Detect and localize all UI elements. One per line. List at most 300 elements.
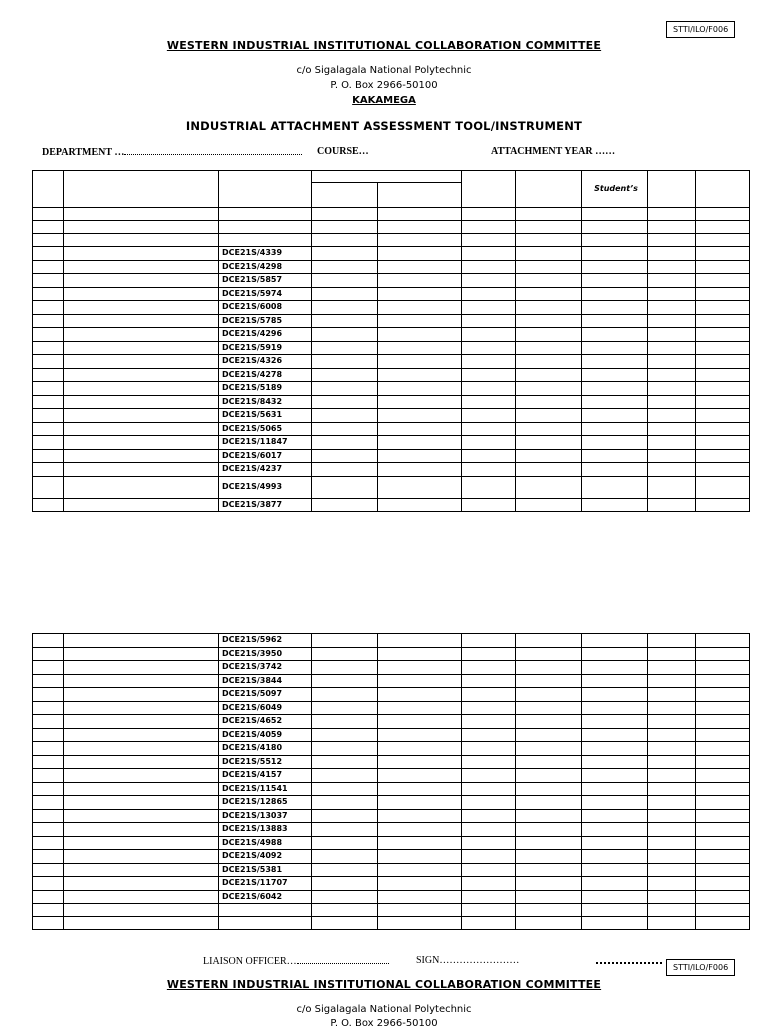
table-cell [648, 395, 696, 409]
table-cell [64, 287, 219, 301]
table-cell [696, 395, 750, 409]
table-row [33, 823, 750, 837]
table-row [33, 301, 750, 315]
table-cell [582, 260, 648, 274]
table-cell [33, 742, 64, 756]
table-cell [696, 314, 750, 328]
table-cell [462, 647, 516, 661]
table-cell [33, 301, 64, 315]
table-cell [462, 287, 516, 301]
table-cell [648, 463, 696, 477]
table-cell [33, 796, 64, 810]
registration-number-cell: DCE21S/4180 [219, 742, 312, 756]
table-cell [696, 755, 750, 769]
table-cell [378, 782, 462, 796]
table-cell [64, 836, 219, 850]
table-cell [33, 823, 64, 837]
table-cell [64, 395, 219, 409]
table-cell [582, 287, 648, 301]
registration-number-cell: DCE21S/3950 [219, 647, 312, 661]
table-cell [378, 341, 462, 355]
table-cell [582, 355, 648, 369]
table-cell [696, 274, 750, 288]
table-cell [648, 634, 696, 648]
table-row [33, 221, 750, 234]
table-cell [64, 208, 219, 221]
table-row [33, 850, 750, 864]
table-cell [516, 877, 582, 891]
table-cell [64, 234, 219, 247]
table-cell [312, 208, 378, 221]
header-cell [33, 171, 64, 208]
table-cell [312, 850, 378, 864]
table-cell [33, 260, 64, 274]
table-row [33, 498, 750, 512]
registration-number-cell: DCE21S/12865 [219, 796, 312, 810]
table-cell [582, 436, 648, 450]
table-cell [516, 463, 582, 477]
table-cell [33, 498, 64, 512]
table-cell [516, 823, 582, 837]
footer-address-line-1: c/o Sigalagala National Polytechnic [296, 1004, 472, 1015]
registration-number-cell: DCE21S/11707 [219, 877, 312, 891]
table-cell [312, 647, 378, 661]
registration-number-cell: DCE21S/4157 [219, 769, 312, 783]
table-row [33, 341, 750, 355]
table-cell [64, 728, 219, 742]
table-cell [378, 247, 462, 261]
table-cell [582, 476, 648, 498]
table-cell [33, 463, 64, 477]
registration-number-cell: DCE21S/5189 [219, 382, 312, 396]
registration-number-cell: DCE21S/3844 [219, 674, 312, 688]
table-cell [33, 409, 64, 423]
table-cell [33, 863, 64, 877]
table-cell [582, 755, 648, 769]
table-cell [33, 674, 64, 688]
table-header-row [33, 171, 750, 183]
table-cell [462, 422, 516, 436]
table-cell [64, 274, 219, 288]
table-cell [462, 809, 516, 823]
table-row [33, 836, 750, 850]
table-cell [516, 328, 582, 342]
table-cell [378, 476, 462, 498]
registration-number-cell: DCE21S/4237 [219, 463, 312, 477]
table-cell [462, 755, 516, 769]
registration-number-cell: DCE21S/4993 [219, 476, 312, 498]
table-cell [582, 917, 648, 930]
table-cell [648, 769, 696, 783]
table-cell [648, 314, 696, 328]
registration-number-cell: DCE21S/5919 [219, 341, 312, 355]
table-cell [648, 890, 696, 904]
table-cell [648, 260, 696, 274]
table-cell [648, 234, 696, 247]
table-cell [516, 755, 582, 769]
table-cell [312, 449, 378, 463]
table-cell [516, 688, 582, 702]
table-cell [378, 836, 462, 850]
table-cell [64, 715, 219, 729]
table-cell [648, 661, 696, 675]
table-row [33, 355, 750, 369]
registration-number-cell: DCE21S/13883 [219, 823, 312, 837]
table-row [33, 260, 750, 274]
table-cell [64, 301, 219, 315]
table-cell [33, 890, 64, 904]
table-row [33, 287, 750, 301]
table-cell [378, 769, 462, 783]
header-cell [378, 183, 462, 208]
table-cell [648, 701, 696, 715]
table-cell [696, 341, 750, 355]
table-cell [696, 701, 750, 715]
table-cell [378, 850, 462, 864]
table-cell [462, 836, 516, 850]
table-row [33, 395, 750, 409]
attachment-year-label: ATTACHMENT YEAR …… [491, 146, 616, 157]
table-cell [312, 728, 378, 742]
table-cell [64, 382, 219, 396]
table-cell [64, 328, 219, 342]
table-row [33, 208, 750, 221]
table-cell [312, 836, 378, 850]
department-label: DEPARTMENT … [42, 147, 125, 158]
table-cell [33, 221, 64, 234]
table-cell [33, 769, 64, 783]
table-row [33, 422, 750, 436]
table-cell [582, 809, 648, 823]
table-cell [582, 823, 648, 837]
table-row [33, 661, 750, 675]
table-cell [696, 917, 750, 930]
header-cell [516, 171, 582, 208]
table-cell [582, 647, 648, 661]
table-cell [516, 836, 582, 850]
header-cell [312, 183, 378, 208]
table-cell [696, 688, 750, 702]
table-cell [64, 634, 219, 648]
table-cell [648, 647, 696, 661]
table-cell [378, 809, 462, 823]
table-cell [582, 769, 648, 783]
table-cell [462, 917, 516, 930]
table-cell [378, 382, 462, 396]
table-cell [312, 409, 378, 423]
table-cell [378, 877, 462, 891]
table-cell [462, 247, 516, 261]
table-cell [219, 234, 312, 247]
table-row [33, 755, 750, 769]
table-cell [696, 208, 750, 221]
table-row [33, 247, 750, 261]
table-cell [462, 863, 516, 877]
table-cell [312, 877, 378, 891]
table-cell [378, 274, 462, 288]
table-cell [312, 476, 378, 498]
table-cell [696, 742, 750, 756]
table-cell [462, 382, 516, 396]
table-cell [516, 382, 582, 396]
table-cell [312, 368, 378, 382]
table-cell [696, 634, 750, 648]
table-cell [462, 208, 516, 221]
table-cell [462, 701, 516, 715]
table-cell [462, 449, 516, 463]
table-cell [378, 674, 462, 688]
table-cell [312, 328, 378, 342]
table-cell [312, 742, 378, 756]
table-cell [64, 809, 219, 823]
header-cell [648, 171, 696, 208]
table-cell [378, 328, 462, 342]
table-cell [582, 328, 648, 342]
table-cell [64, 498, 219, 512]
table-row [33, 782, 750, 796]
table-row [33, 809, 750, 823]
header-cell [219, 171, 312, 208]
table-cell [312, 301, 378, 315]
table-cell [64, 463, 219, 477]
table-cell [582, 701, 648, 715]
table-cell [64, 436, 219, 450]
table-cell [696, 796, 750, 810]
table-cell [462, 221, 516, 234]
table-cell [378, 221, 462, 234]
table-cell [582, 234, 648, 247]
table-cell [462, 782, 516, 796]
table-cell [33, 904, 64, 917]
table-cell [312, 701, 378, 715]
table-cell [582, 368, 648, 382]
table-cell [648, 809, 696, 823]
registration-number-cell: DCE21S/8432 [219, 395, 312, 409]
table-row [33, 409, 750, 423]
table-cell [462, 890, 516, 904]
table-cell [516, 728, 582, 742]
table-cell [64, 355, 219, 369]
table-cell [648, 382, 696, 396]
table-cell [582, 850, 648, 864]
registration-number-cell: DCE21S/6042 [219, 890, 312, 904]
table-cell [378, 890, 462, 904]
table-cell [582, 836, 648, 850]
table-cell [64, 796, 219, 810]
table-cell [64, 769, 219, 783]
table-cell [582, 409, 648, 423]
table-cell [64, 904, 219, 917]
table-cell [648, 355, 696, 369]
registration-number-cell: DCE21S/4339 [219, 247, 312, 261]
table-cell [582, 742, 648, 756]
table-cell [462, 395, 516, 409]
table-cell [696, 463, 750, 477]
table-cell [462, 476, 516, 498]
registration-number-cell: DCE21S/5512 [219, 755, 312, 769]
table-cell [516, 368, 582, 382]
registration-number-cell: DCE21S/5065 [219, 422, 312, 436]
table-cell [312, 355, 378, 369]
table-cell [378, 355, 462, 369]
table-cell [648, 782, 696, 796]
table-cell [648, 436, 696, 450]
table-cell [648, 208, 696, 221]
table-cell [582, 715, 648, 729]
table-cell [33, 234, 64, 247]
table-cell [516, 782, 582, 796]
table-row [33, 796, 750, 810]
form-code: STTI/ILO/F006 [666, 21, 735, 38]
table-cell [312, 247, 378, 261]
table-cell [378, 287, 462, 301]
table-cell [312, 260, 378, 274]
table-cell [312, 422, 378, 436]
table-cell [582, 382, 648, 396]
registration-number-cell: DCE21S/5097 [219, 688, 312, 702]
table-cell [696, 661, 750, 675]
table-cell [378, 634, 462, 648]
table-cell [378, 796, 462, 810]
table-cell [648, 917, 696, 930]
table-cell [648, 476, 696, 498]
table-cell [33, 449, 64, 463]
table-row [33, 449, 750, 463]
table-cell [516, 850, 582, 864]
table-cell [64, 368, 219, 382]
registration-number-cell: DCE21S/6008 [219, 301, 312, 315]
table-cell [462, 661, 516, 675]
registration-number-cell: DCE21S/4988 [219, 836, 312, 850]
table-cell [64, 782, 219, 796]
table-cell [462, 850, 516, 864]
table-row [33, 436, 750, 450]
table-cell [648, 728, 696, 742]
table-cell [378, 436, 462, 450]
table-cell [33, 355, 64, 369]
table-cell [696, 850, 750, 864]
table-cell [33, 382, 64, 396]
table-cell [462, 328, 516, 342]
table-cell [648, 274, 696, 288]
table-cell [462, 498, 516, 512]
footer-address-line-2: P. O. Box 2966-50100 [330, 1018, 438, 1029]
table-cell [33, 368, 64, 382]
table-cell [378, 863, 462, 877]
table-cell [516, 904, 582, 917]
table-cell [696, 355, 750, 369]
table-cell [582, 796, 648, 810]
table-cell [696, 260, 750, 274]
table-cell [462, 463, 516, 477]
table-cell [696, 877, 750, 891]
table-cell [312, 498, 378, 512]
table-cell [33, 341, 64, 355]
table-cell [219, 904, 312, 917]
table-cell [312, 904, 378, 917]
city-name: KAKAMEGA [352, 95, 416, 106]
table-cell [312, 688, 378, 702]
table-cell [312, 287, 378, 301]
table-cell [516, 260, 582, 274]
table-cell [462, 314, 516, 328]
table-cell [696, 382, 750, 396]
table-cell [64, 409, 219, 423]
table-cell [64, 221, 219, 234]
table-cell [64, 422, 219, 436]
table-row [33, 688, 750, 702]
table-row [33, 701, 750, 715]
table-cell [696, 449, 750, 463]
students-header-note: Student’s [582, 171, 648, 208]
table-cell [462, 728, 516, 742]
registration-number-cell: DCE21S/3877 [219, 498, 312, 512]
table-cell [462, 823, 516, 837]
table-cell [696, 287, 750, 301]
table-cell [64, 917, 219, 930]
table-cell [516, 287, 582, 301]
table-cell [648, 287, 696, 301]
table-cell [378, 715, 462, 729]
registration-number-cell: DCE21S/3742 [219, 661, 312, 675]
table-cell [378, 701, 462, 715]
registration-number-cell: DCE21S/11847 [219, 436, 312, 450]
liaison-dotted-line [297, 955, 389, 964]
table-cell [378, 661, 462, 675]
table-cell [582, 247, 648, 261]
course-label: COURSE… [317, 146, 369, 157]
table-cell [462, 301, 516, 315]
table-cell [648, 498, 696, 512]
table-cell [33, 661, 64, 675]
table-cell [516, 715, 582, 729]
table-cell [33, 688, 64, 702]
table-cell [64, 850, 219, 864]
table-cell [312, 755, 378, 769]
table-cell [648, 449, 696, 463]
registration-number-cell: DCE21S/13037 [219, 809, 312, 823]
date-dotted-line [596, 962, 662, 964]
registration-number-cell: DCE21S/5962 [219, 634, 312, 648]
table-cell [33, 701, 64, 715]
table-cell [462, 341, 516, 355]
table-cell [516, 476, 582, 498]
registration-number-cell: DCE21S/4326 [219, 355, 312, 369]
table-cell [64, 661, 219, 675]
table-cell [378, 755, 462, 769]
table-row [33, 769, 750, 783]
table-cell [312, 674, 378, 688]
table-row [33, 728, 750, 742]
table-cell [516, 234, 582, 247]
table-row [33, 234, 750, 247]
table-cell [462, 274, 516, 288]
table-cell [696, 674, 750, 688]
registration-number-cell: DCE21S/4296 [219, 328, 312, 342]
table-cell [378, 742, 462, 756]
table-row [33, 382, 750, 396]
table-cell [33, 476, 64, 498]
table-row [33, 674, 750, 688]
table-cell [696, 247, 750, 261]
table-cell [582, 208, 648, 221]
table-cell [582, 890, 648, 904]
table-cell [696, 809, 750, 823]
table-cell [696, 234, 750, 247]
table-cell [33, 314, 64, 328]
footer-committee-title: WESTERN INDUSTRIAL INSTITUTIONAL COLLABORATION COMMITTEE [166, 978, 602, 991]
table-cell [648, 422, 696, 436]
